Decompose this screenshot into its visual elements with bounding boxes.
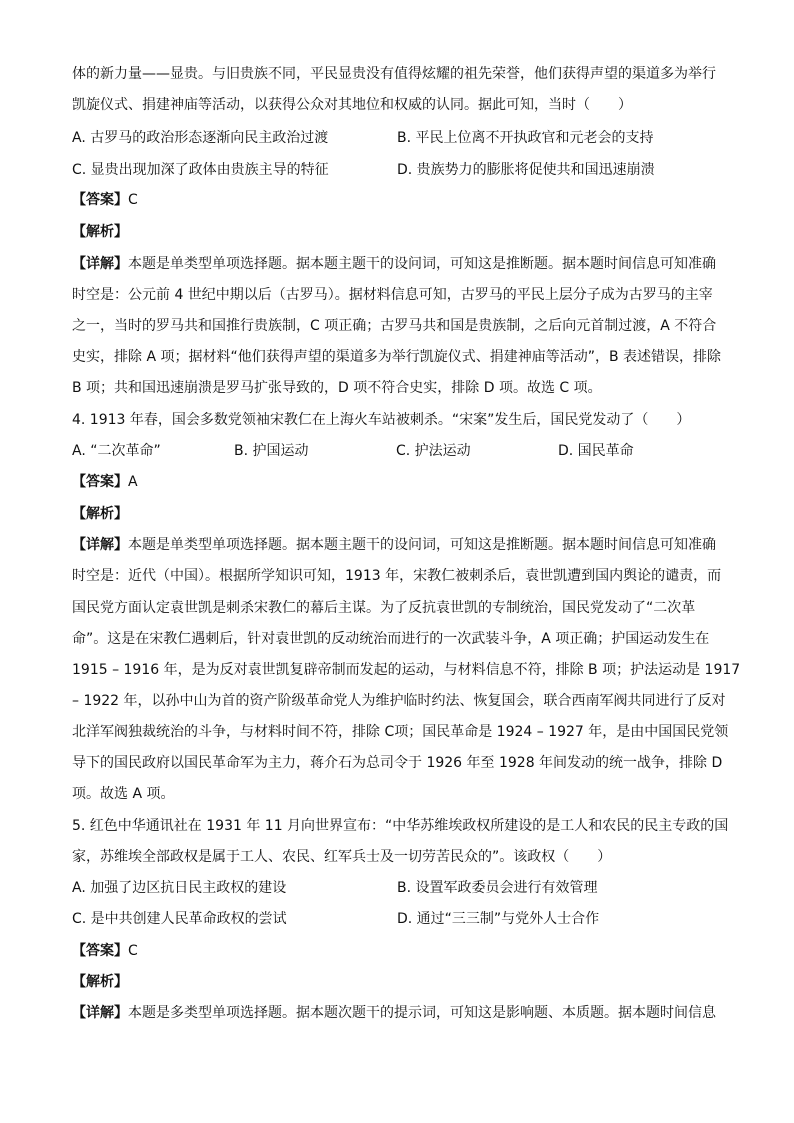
- answer-value: C: [128, 192, 138, 208]
- q4-options-row: [72, 439, 732, 463]
- q3-detail-line-2: 时空是：公元前 4 世纪中期以后（古罗马）。据材料信息可知，古罗马的平民上层分子成为古罗马的主宰: [72, 287, 713, 303]
- q5-option-c: C. 是中共创建人民革命政权的尝试: [72, 911, 287, 927]
- q4-detail-line-4: 命”。这是在宋教仁遇刺后，针对袁世凯的反动统治而进行的一次武装斗争，A 项正确；护国运动发生在: [72, 631, 710, 647]
- analysis-tag: 【解析】: [72, 974, 128, 990]
- q3-option-c: C. 显贵出现加深了政体由贵族主导的特征: [72, 162, 329, 178]
- answer-tag: 【答案】: [72, 192, 128, 208]
- q3-detail-line-3: 之一，当时的罗马共和国推行贵族制，C 项正确；古罗马共和国是贵族制，之后向元首制过渡，A 不符合: [72, 318, 717, 334]
- q4-analysis-tag: [72, 502, 732, 526]
- q4-stem: 4. 1913 年春，国会多数党领袖宋教仁在上海火车站被刺杀。“宋案”发生后，国民党发动了（ ）: [72, 412, 691, 428]
- q5-answer: [72, 939, 732, 963]
- q4-option-a: A. “二次革命”: [72, 443, 161, 459]
- q3-options-row-1: [72, 126, 732, 150]
- q3-option-d: D. 贵族势力的膨胀将促使共和国迅速崩溃: [397, 162, 655, 178]
- q4-option-b: B. 护国运动: [234, 443, 309, 459]
- q4-detail-line-6: – 1922 年，以孙中山为首的资产阶级革命党人为维护临时约法、恢复国会，联合西南军阀共同进行了反对: [72, 693, 726, 709]
- q3-detail-line-4: 史实，排除 A 项；据材料“他们获得声望的渠道多为举行凯旋仪式、捐建神庙等活动”，B 表述错误，排除: [72, 349, 722, 365]
- analysis-tag: 【解析】: [72, 506, 128, 522]
- q4-detail-line-5: 1915 – 1916 年，是为反对袁世凯复辟帝制而发起的运动，与材料信息不符，排除 B 项；护法运动是 1917: [72, 662, 741, 678]
- detail-text: 本题是多类型单项选择题。据本题次题干的提示词，可知这是影响题、本质题。据本题时间信息: [128, 1005, 716, 1021]
- q4-detail-line-7: 北洋军阀独裁统治的斗争，与材料时间不符，排除 C项；国民革命是 1924 – 1927 年，是由中国国民党领: [72, 724, 729, 740]
- answer-value: A: [128, 474, 138, 490]
- q3-detail-line-5: B 项；共和国迅速崩溃是罗马扩张导致的，D 项不符合史实，排除 D 项。故选 C 项。: [72, 380, 602, 396]
- q3-analysis-tag: [72, 220, 732, 244]
- q3-stem-line-2: 凯旋仪式、捐建神庙等活动，以获得公众对其地位和权威的认同。据此可知，当时（ ）: [72, 97, 632, 113]
- q4-option-c: C. 护法运动: [396, 443, 471, 459]
- answer-tag: 【答案】: [72, 943, 128, 959]
- detail-tag: 【详解】: [72, 1005, 128, 1021]
- q4-answer: [72, 470, 732, 494]
- q4-detail-line-9: 项。故选 A 项。: [72, 786, 175, 802]
- q4-detail-line-3: 国民党方面认定袁世凯是刺杀宋教仁的幕后主谋。为了反抗袁世凯的专制统治，国民党发动了“二次革: [72, 600, 696, 616]
- q5-options-row-2: [72, 907, 732, 931]
- detail-tag: 【详解】: [72, 256, 128, 272]
- q4-option-d: D. 国民革命: [558, 443, 634, 459]
- analysis-tag: 【解析】: [72, 224, 128, 240]
- answer-tag: 【答案】: [72, 474, 128, 490]
- detail-tag: 【详解】: [72, 537, 128, 553]
- q3-options-row-2: [72, 158, 732, 182]
- q5-stem-line-2: 家，苏维埃全部政权是属于工人、农民、红军兵士及一切劳苦民众的”。该政权（ ）: [72, 849, 612, 865]
- detail-text: 本题是单类型单项选择题。据本题主题干的设问词，可知这是推断题。据本题时间信息可知准确: [128, 537, 716, 553]
- q5-stem-line-1: 5. 红色中华通讯社在 1931 年 11 月向世界宣布：“中华苏维埃政权所建设的是工人和农民的民主专政的国: [72, 818, 729, 834]
- q4-detail-line-1: [72, 533, 732, 557]
- q5-option-b: B. 设置军政委员会进行有效管理: [397, 880, 598, 896]
- detail-text: 本题是单类型单项选择题。据本题主题干的设问词，可知这是推断题。据本题时间信息可知准确: [128, 256, 716, 272]
- answer-value: C: [128, 943, 138, 959]
- q5-analysis-tag: [72, 970, 732, 994]
- q3-stem-line-1: 体的新力量——显贵。与旧贵族不同，平民显贵没有值得炫耀的祖先荣誉，他们获得声望的渠道多为举行: [72, 66, 716, 82]
- q4-detail-line-2: 时空是：近代（中国）。根据所学知识可知，1913 年，宋教仁被刺杀后，袁世凯遭到国内舆论的谴责，而: [72, 568, 722, 584]
- q3-option-a: A. 古罗马的政治形态逐渐向民主政治过渡: [72, 130, 329, 146]
- q4-detail-line-8: 导下的国民政府以国民革命军为主力，蒋介石为总司令于 1926 年至 1928 年间发动的统一战争，排除 D: [72, 755, 723, 771]
- q5-option-d: D. 通过“三三制”与党外人士合作: [397, 911, 600, 927]
- q3-option-b: B. 平民上位离不开执政官和元老会的支持: [397, 130, 654, 146]
- q5-option-a: A. 加强了边区抗日民主政权的建设: [72, 880, 287, 896]
- q3-answer: [72, 188, 732, 212]
- q5-detail-line-1: [72, 1001, 732, 1025]
- q3-detail-line-1: [72, 252, 732, 276]
- q5-options-row-1: [72, 876, 732, 900]
